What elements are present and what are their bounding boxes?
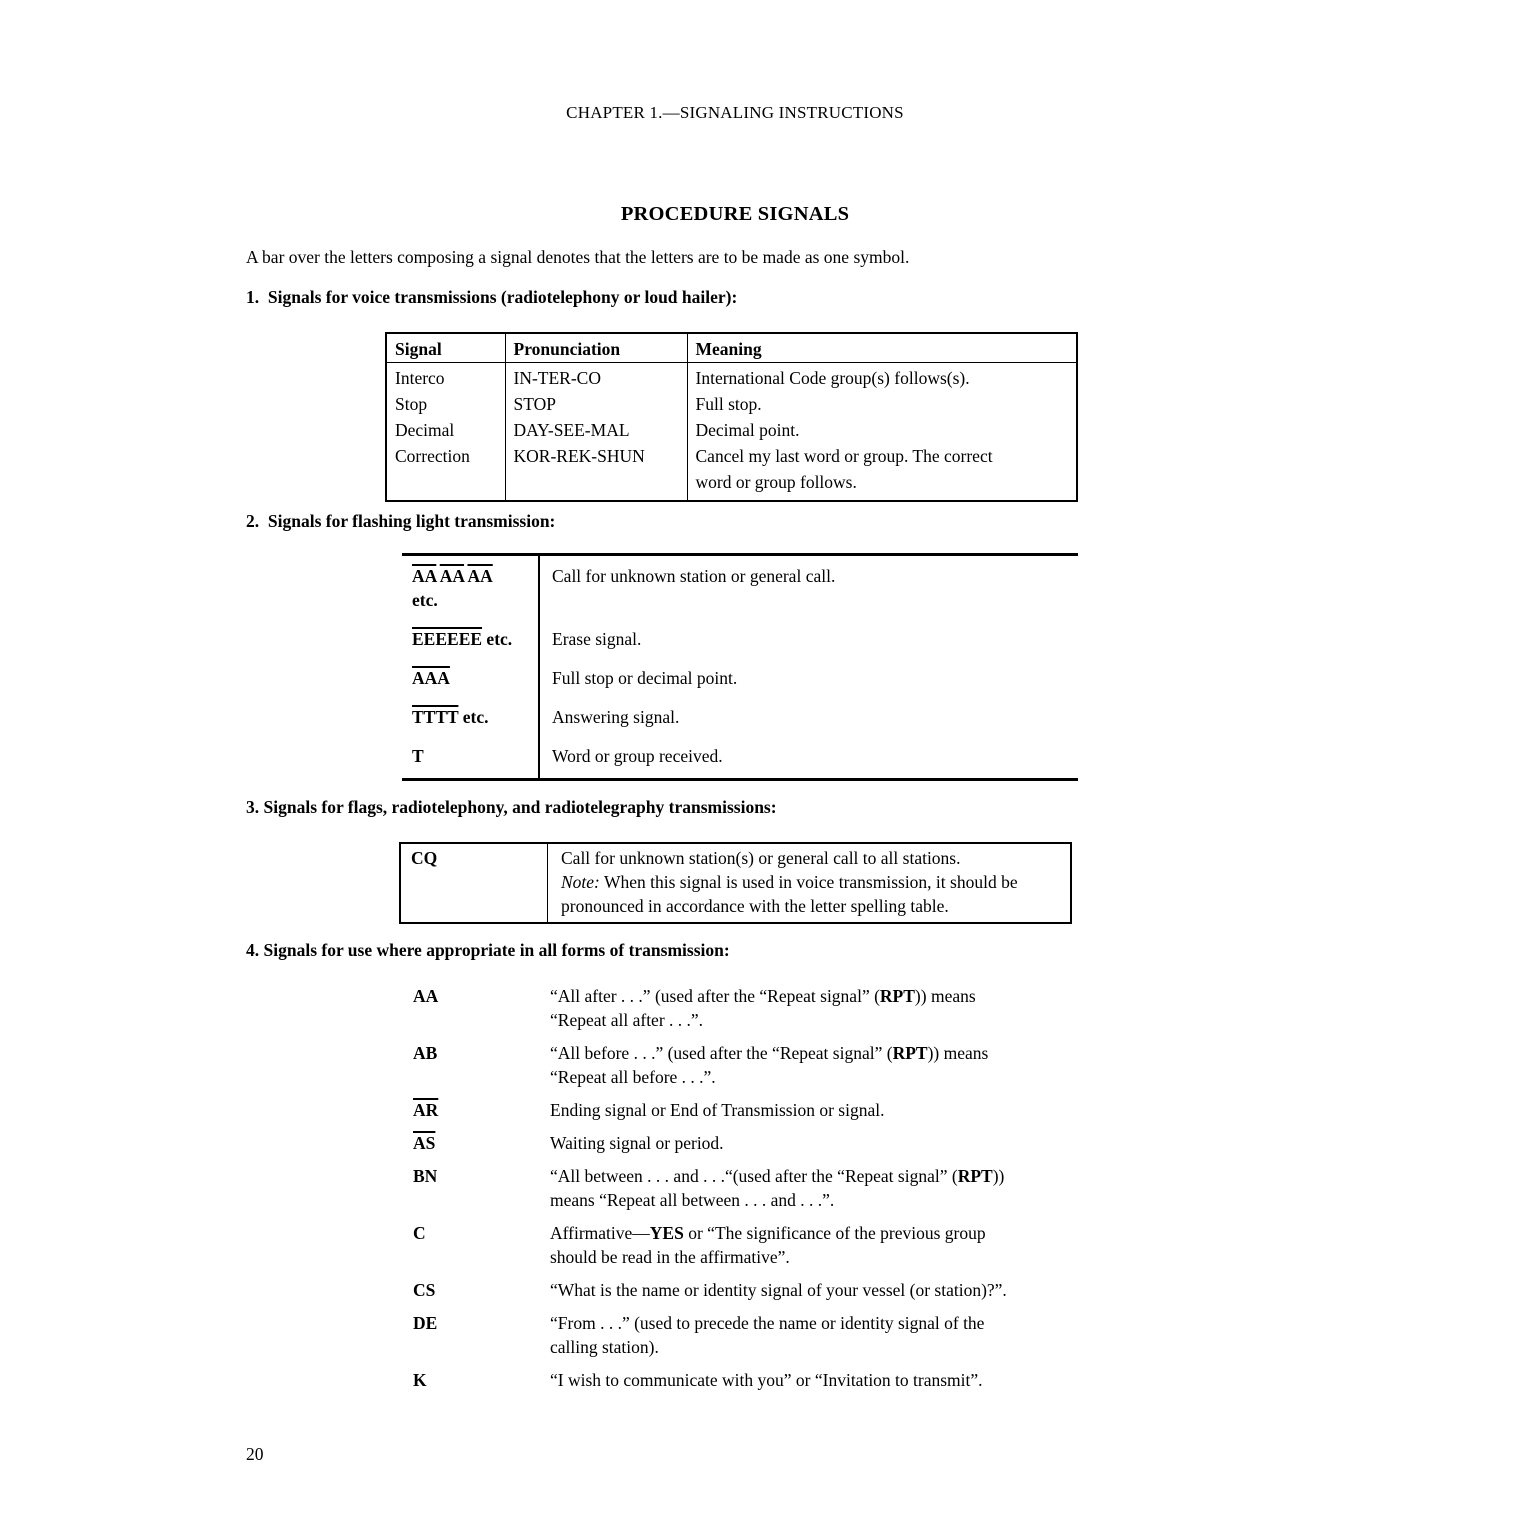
table-row (402, 705, 1078, 729)
column-header-pronunciation: Pronunciation (505, 333, 687, 363)
note-text: When this signal is used in voice transmission, it should be (599, 872, 1018, 892)
table-header-row (386, 333, 1077, 363)
section-3-heading: 3. Signals for flags, radiotelephony, and radiotelegraphy transmissions: (246, 797, 777, 817)
table-row (402, 744, 1078, 768)
signal-term: C (413, 1223, 426, 1243)
list-item (413, 1041, 1079, 1089)
meaning-cell: International Code group(s) follows(s). (687, 363, 1077, 392)
signal-description: “I wish to communicate with you” or “Invitation to transmit”. (550, 1370, 983, 1390)
pronunciation-cell: DAY-SEE-MAL (505, 417, 687, 443)
signal-etc: etc. (412, 590, 438, 610)
list-item (413, 1368, 1079, 1392)
list-item (413, 1311, 1079, 1359)
signal-etc: etc. (486, 629, 513, 649)
table-row (402, 666, 1078, 690)
signal-description: Ending signal or End of Transmission or signal. (550, 1100, 885, 1120)
list-item (413, 1278, 1079, 1302)
column-header-meaning: Meaning (687, 333, 1077, 363)
signal-description (550, 1311, 1079, 1359)
meaning-cell (547, 844, 1070, 922)
signal-cell: EEEEEE etc. (412, 629, 513, 649)
signal-term: BN (413, 1166, 438, 1186)
signal-cell: CQ (411, 848, 438, 868)
meaning-cell: Full stop or decimal point. (552, 668, 738, 688)
cq-signal-table (399, 842, 1072, 924)
table-row (386, 417, 1077, 443)
list-item (413, 1098, 1079, 1122)
signal-etc: etc. (462, 707, 489, 727)
pronunciation-cell: KOR-REK-SHUN (505, 443, 687, 501)
signal-cell (402, 564, 538, 612)
signal-term: $\overline{AS}$ (413, 1133, 436, 1153)
meaning-cell: Answering signal. (552, 707, 680, 727)
description-line: Affirmative—YES or “The significance of the previous group (550, 1223, 986, 1243)
description-line: “Repeat all after . . .”. (550, 1010, 704, 1030)
meaning-cell: Decimal point. (687, 417, 1077, 443)
section-2-heading: 2. Signals for flashing light transmission: (246, 511, 556, 531)
pronunciation-cell: IN-TER-CO (505, 363, 687, 392)
all-forms-signal-list (413, 984, 1079, 1401)
column-header-signal: Signal (386, 333, 505, 363)
list-item (413, 1221, 1079, 1269)
signal-cell: Correction (395, 446, 470, 466)
signal-description (550, 1041, 1079, 1089)
note-line (561, 870, 1058, 894)
meaning-line: Call for unknown station(s) or general call to all stations. (561, 848, 961, 868)
signal-groups: $\overline{AA}$ $\overline{AA}$ $\overline{AA}$ (412, 566, 493, 586)
flashing-signals-table (402, 553, 1078, 781)
signal-term: DE (413, 1313, 438, 1333)
meaning-cell: Word or group received. (552, 746, 723, 766)
meaning-cell: Erase signal. (552, 629, 642, 649)
meaning-line: Cancel my last word or group. The correct (695, 446, 993, 466)
description-line: “All between . . . and . . .“(used after the “Repeat signal” (RPT)) (550, 1166, 1005, 1186)
page-number: 20 (246, 1444, 264, 1464)
description-line: means “Repeat all between . . . and . . .”. (550, 1190, 835, 1210)
description-line: calling station). (550, 1337, 659, 1357)
signal-description (550, 984, 1079, 1032)
signal-term: AA (413, 986, 439, 1006)
description-line: “Repeat all before . . .”. (550, 1067, 716, 1087)
meaning-line: word or group follows. (695, 472, 857, 492)
section-4-heading: 4. Signals for use where appropriate in all forms of transmission: (246, 940, 730, 960)
section-1-heading: 1. Signals for voice transmissions (radiotelephony or loud hailer): (246, 287, 738, 307)
signal-cell: T (412, 746, 424, 766)
table-row (402, 627, 1078, 651)
description-line: “All before . . .” (used after the “Repeat signal” (RPT)) means (550, 1043, 989, 1063)
table-row (402, 564, 1078, 612)
chapter-running-header: CHAPTER 1.—SIGNALING INSTRUCTIONS (566, 103, 904, 122)
page-title: PROCEDURE SIGNALS (620, 203, 850, 225)
table-row (386, 363, 1077, 392)
meaning-cell: Call for unknown station or general call. (552, 566, 836, 586)
signal-cell: TTTT etc. (412, 707, 489, 727)
note-line: pronounced in accordance with the letter spelling table. (561, 896, 949, 916)
description-line: should be read in the affirmative”. (550, 1247, 790, 1267)
description-line: “From . . .” (used to precede the name or identity signal of the (550, 1313, 985, 1333)
list-item (413, 984, 1079, 1032)
signal-term: CS (413, 1280, 436, 1300)
meaning-cell: Full stop. (687, 391, 1077, 417)
note-label: Note: (561, 872, 600, 892)
signal-cell: Stop (395, 394, 428, 414)
signal-cell: Decimal (395, 420, 455, 440)
table-row (386, 443, 1077, 501)
signal-description: Waiting signal or period. (550, 1133, 724, 1153)
table-row (386, 391, 1077, 417)
voice-signals-table (385, 332, 1078, 502)
signal-description: “What is the name or identity signal of your vessel (or station)?”. (550, 1280, 1007, 1300)
signal-term: $\overline{AR}$ (413, 1100, 439, 1120)
list-item (413, 1131, 1079, 1155)
signal-cell: Interco (395, 368, 445, 388)
list-item (413, 1164, 1079, 1212)
signal-cell: $\overline{AAA}$ (412, 668, 450, 688)
signal-term: K (413, 1370, 427, 1390)
table-column-divider (538, 556, 540, 778)
description-line: “All after . . .” (used after the “Repeat signal” (RPT)) means (550, 986, 976, 1006)
meaning-cell (687, 443, 1077, 501)
signal-description (550, 1164, 1079, 1212)
signal-description (550, 1221, 1079, 1269)
pronunciation-cell: STOP (505, 391, 687, 417)
signal-term: AB (413, 1043, 438, 1063)
intro-paragraph: A bar over the letters composing a signal denotes that the letters are to be made as one symbol. (246, 247, 910, 267)
